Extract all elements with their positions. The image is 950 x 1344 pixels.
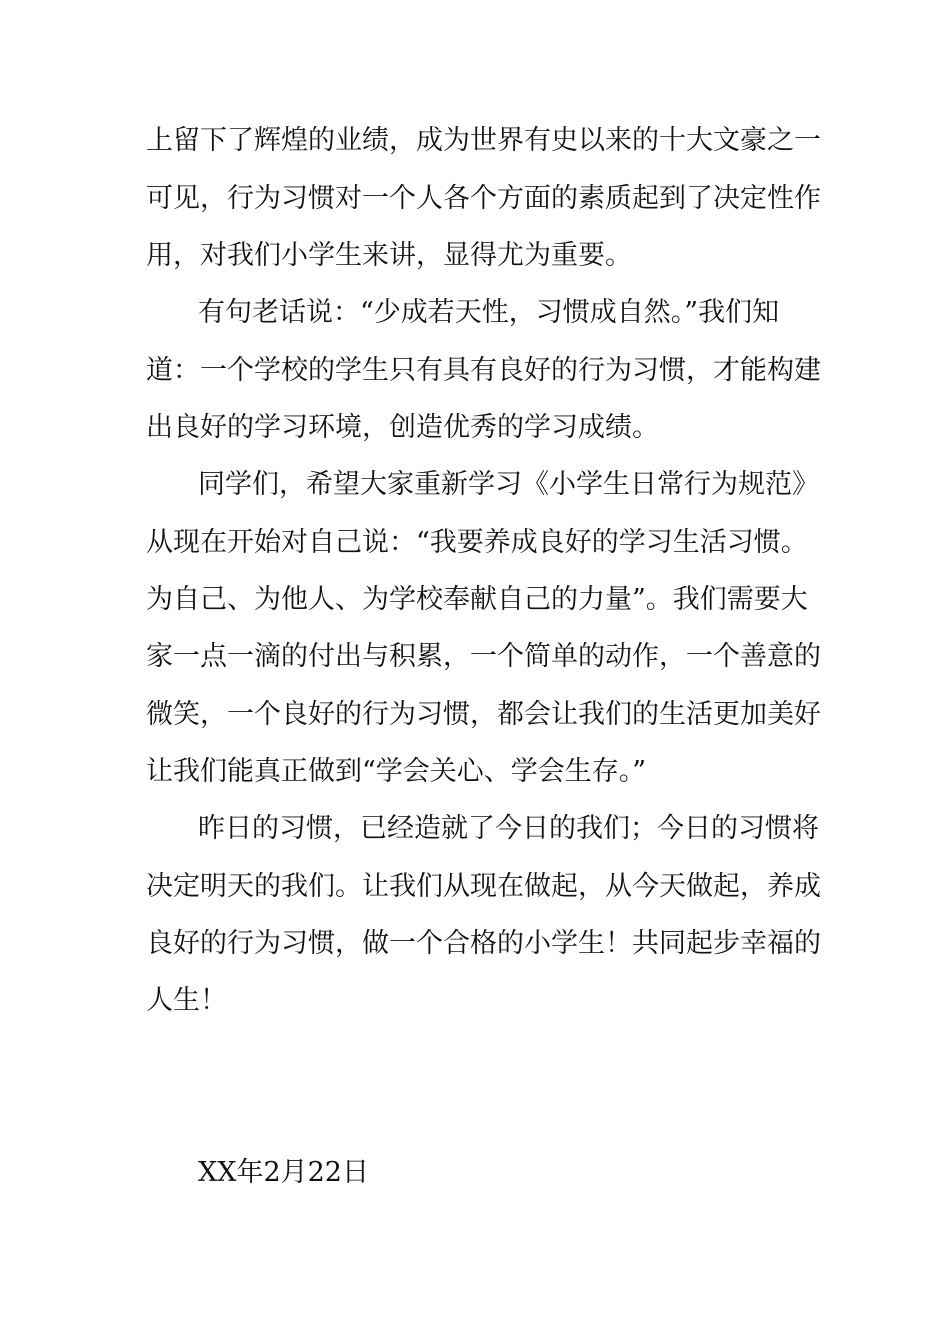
paragraph-line: 上留下了辉煌的业绩，成为世界有史以来的十大文豪之一	[146, 125, 821, 156]
paragraph-line: 为自己、为他人、为学校奉献自己的力量”。我们需要大	[146, 584, 808, 615]
paragraph-line: 可见，行为习惯对一个人各个方面的素质起到了决定性作	[146, 183, 821, 214]
paragraph-line: 微笑，一个良好的行为习惯，都会让我们的生活更加美好	[146, 699, 821, 730]
paragraph-line: 从现在开始对自己说：“我要养成良好的学习生活习惯。	[146, 527, 808, 558]
paragraph-line: 良好的行为习惯，做一个合格的小学生！共同起步幸福的	[146, 928, 821, 959]
paragraph-line: 家一点一滴的付出与积累，一个简单的动作，一个善意的	[146, 641, 821, 672]
paragraph-line: 有句老话说：“少成若天性，习惯成自然。”我们知	[198, 297, 780, 328]
document-date: XX年2月22日	[198, 1157, 369, 1188]
paragraph-line: 昨日的习惯，已经造就了今日的我们；今日的习惯将	[198, 813, 819, 844]
paragraph-line: 同学们，希望大家重新学习《小学生日常行为规范》	[198, 469, 819, 500]
paragraph-line: 决定明天的我们。让我们从现在做起，从今天做起，养成	[146, 871, 821, 902]
paragraph-line: 出良好的学习环境，创造优秀的学习成绩。	[146, 412, 659, 443]
paragraph-line: 人生！	[146, 985, 227, 1016]
paragraph-line: 道：一个学校的学生只有具有良好的行为习惯，才能构建	[146, 355, 821, 386]
paragraph-line: 让我们能真正做到“学会关心、学会生存。”	[146, 756, 647, 787]
paragraph-line: 用，对我们小学生来讲，显得尤为重要。	[146, 240, 632, 271]
